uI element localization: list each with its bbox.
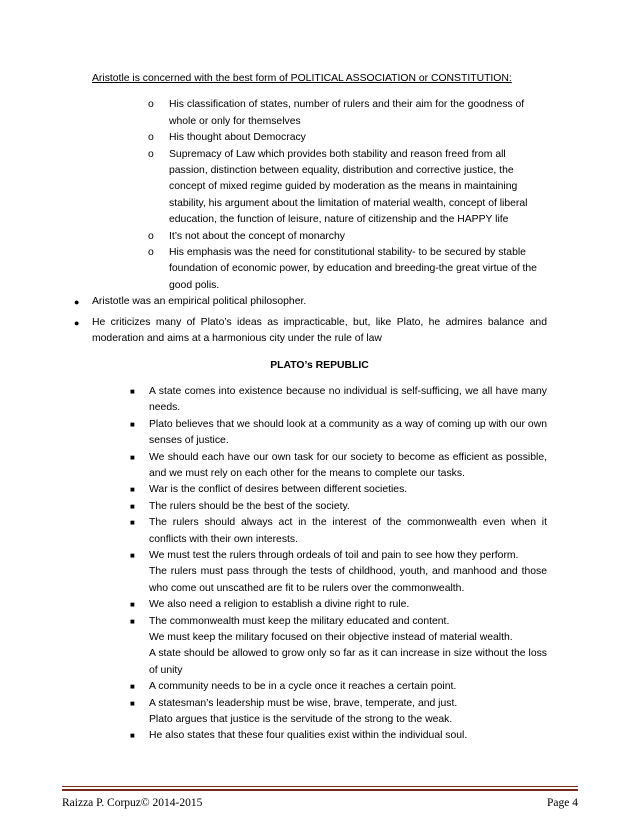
list-item-line: A state comes into existence because no individual is self-sufficing, we all have many needs. — [149, 385, 547, 414]
circle-bullet-icon: o — [148, 148, 154, 160]
list-item — [92, 482, 547, 498]
square-bullet-icon: ■ — [130, 698, 135, 708]
list-item: ● He criticizes many of Plato’s ideas as impracticable, but, like Plato, he admires balance and moderation and aims at a harmonious city under the rule of law — [74, 316, 547, 345]
list-item: ● Aristotle was an empirical political philosopher. — [71, 294, 547, 310]
square-bullet-icon: ■ — [130, 518, 135, 528]
square-bullet-icon: ■ — [130, 682, 135, 692]
list-item-line: We must keep the military focused on their objective instead of material wealth. — [149, 632, 513, 643]
list-item: o It’s not about the concept of monarchy — [92, 229, 547, 245]
page-number: Page 4 — [547, 797, 578, 809]
list-item — [92, 548, 547, 597]
list-item-line: The rulers should be the best of the society. — [149, 500, 350, 512]
dot-bullet-icon: ● — [74, 297, 80, 308]
circle-bullet-icon: o — [148, 132, 154, 144]
list-item — [92, 614, 547, 680]
footer-divider-thick — [62, 789, 578, 791]
list-item-line: The commonwealth must keep the military educated and content. — [149, 615, 450, 627]
circle-bullet-icon: o — [148, 99, 154, 111]
square-bullet-icon: ■ — [130, 731, 135, 741]
aristotle-bullets-list — [71, 294, 547, 347]
list-item — [92, 597, 547, 613]
square-bullet-icon: ■ — [130, 501, 135, 511]
list-item-line: A statesman’s leadership must be wise, brave, temperate, and just. — [149, 697, 458, 709]
circle-bullet-icon: o — [148, 230, 154, 242]
list-item-line: War is the conflict of desires between different societies. — [149, 484, 408, 496]
footer-divider — [62, 786, 578, 787]
list-item-line: A state should be allowed to grow only so far as it can increase in size without the loss of unity — [149, 648, 547, 676]
list-item — [92, 450, 547, 483]
list-item-line: A community needs to be in a cycle once it reaches a certain point. — [149, 681, 457, 693]
list-item — [92, 728, 547, 744]
list-item — [92, 499, 547, 515]
list-item-line: He also states that these four qualities exist within the individual soul. — [149, 730, 468, 742]
dot-bullet-icon: ● — [74, 317, 80, 328]
list-item — [92, 696, 547, 729]
list-item-line: We must test the rulers through ordeals of toil and pain to see how they perform. — [149, 549, 519, 561]
square-bullet-icon: ■ — [130, 419, 135, 429]
list-item — [92, 384, 547, 417]
square-bullet-icon: ■ — [130, 485, 135, 495]
list-item-line: The rulers should always act in the interest of the commonwealth even when it conflicts with their own interests. — [149, 517, 547, 545]
footer-author: Raizza P. Corpuz© 2014-2015 — [62, 797, 203, 809]
republic-title: PLATO’s REPUBLIC — [270, 359, 369, 371]
list-item — [92, 515, 547, 548]
list-item: o His thought about Democracy — [92, 130, 547, 146]
section-heading: Aristotle is concerned with the best form of POLITICAL ASSOCIATION or CONSTITUTION: — [92, 73, 512, 84]
square-bullet-icon: ■ — [130, 386, 135, 396]
list-item: o Supremacy of Law which provides both stability and reason freed from all passion, distinction between equality, distribution and corrective justice, the concept of mixed regime guided by moderation as the means in maintaining stability, his argument about the limitation of material wealth, concept of liberal education, the function of leisure, nature of citizenship and the HAPPY life — [148, 148, 528, 226]
square-bullet-icon: ■ — [130, 452, 135, 462]
page-content — [74, 71, 547, 745]
list-item: o His emphasis was the need for constitutional stability- to be secured by stable foundation of economic power, by education and breeding-the great virtue of the good polis. — [148, 247, 537, 291]
list-item-line: We should each have our own task for our society to become as efficient as possible, and we must rely on each other for the means to complete our tasks. — [149, 451, 547, 479]
list-item-line: Plato believes that we should look at a community as a way of coming up with our own senses of justice. — [149, 418, 547, 447]
square-bullet-icon: ■ — [130, 550, 135, 560]
list-item-line: Plato argues that justice is the servitude of the strong to the weak. — [149, 714, 453, 726]
square-bullet-icon: ■ — [130, 600, 135, 610]
republic-points-list — [92, 384, 547, 745]
circle-bullet-icon: o — [148, 247, 154, 259]
list-item-line: We also need a religion to establish a divine right to rule. — [149, 599, 410, 611]
aristotle-points-list — [92, 97, 547, 294]
list-item: o His classification of states, number of rulers and their aim for the goodness of whole or only for themselves — [148, 99, 525, 127]
list-item — [92, 417, 547, 450]
list-item — [92, 679, 547, 695]
square-bullet-icon: ■ — [130, 616, 135, 626]
list-item-line: The rulers must pass through the tests of childhood, youth, and manhood and those who come out unscathed are fit to be rulers over the commonwealth. — [149, 566, 547, 594]
